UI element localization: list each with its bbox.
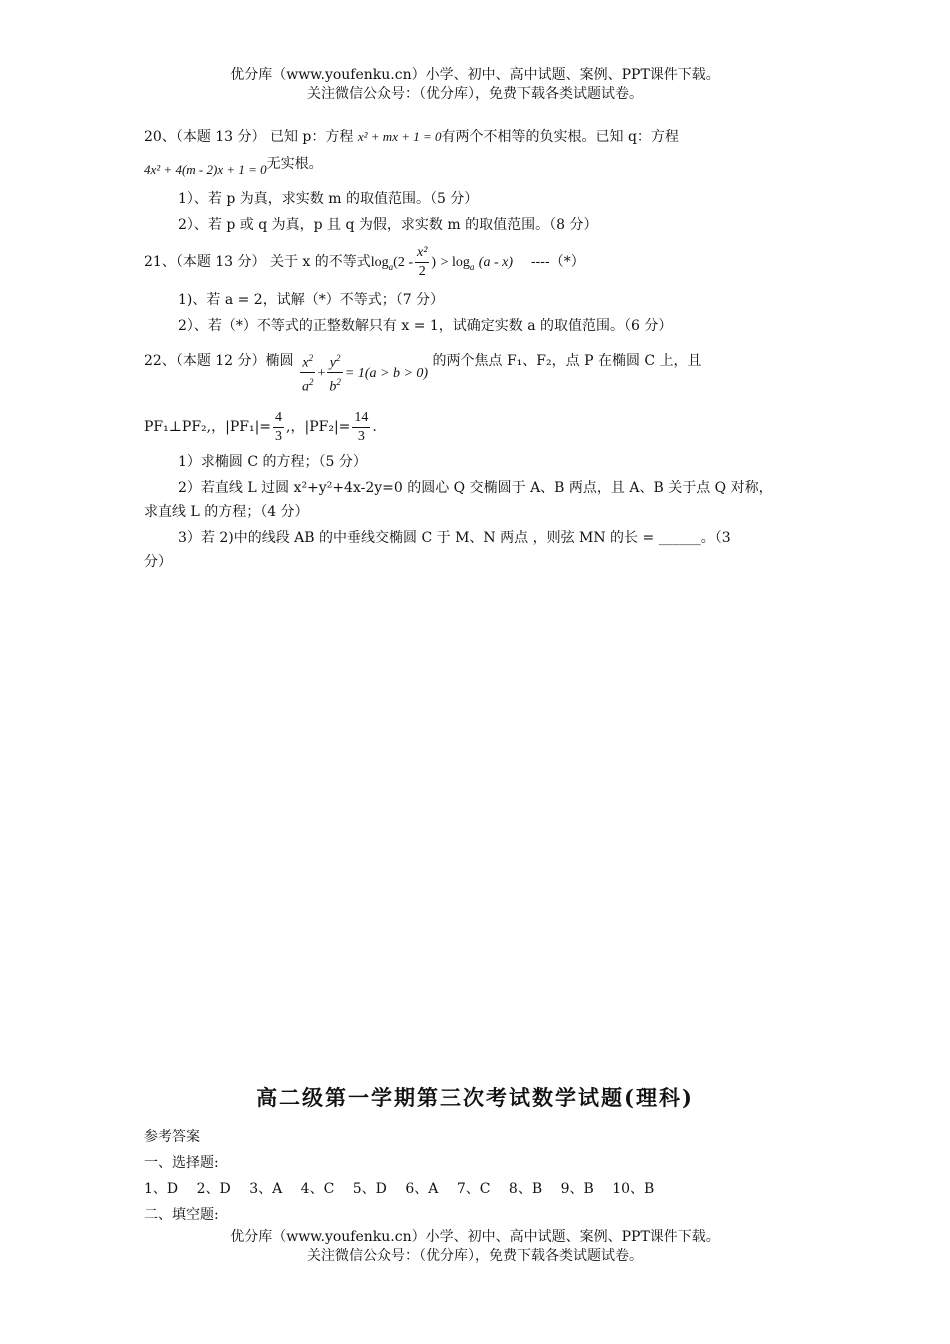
q22-ellipse-frac-x: $\frac{x^2}{a^2}$ xyxy=(300,349,316,397)
q22-sub-3a: 3）若 2)中的线段 AB 的中垂线交椭圆 C 于 M、N 两点 ，则弦 MN 的长 = ______。（3 xyxy=(178,530,731,547)
choice-5: 5、D xyxy=(352,1181,387,1197)
q22-sub-3b: 分） xyxy=(144,554,172,571)
q22-intro-line: 22、（本题 12 分）椭圆 $\frac{x^2}{a^2}$ + $\frac{y^2}{b^2}$ = 1(a > b > 0) 的两个焦点 F₁、F₂，点 P 在椭圆 C 上，且 xyxy=(144,349,809,397)
q22-pf2-fraction xyxy=(352,409,370,446)
q21-sub-1: 1)、若 a = 2，试解（*）不等式；（7 分） xyxy=(178,291,445,308)
q22-pf1-den: 3 xyxy=(275,428,283,444)
q20-mid: 有两个不相等的负实根。已知 q：方程 xyxy=(441,129,679,145)
q22-pf-b: ,，|PF₂|= xyxy=(286,419,351,436)
answer-part1: 一、选择题: xyxy=(144,1155,219,1171)
q21-frac-num: x² xyxy=(415,244,429,263)
q20-tail: 无实根。 xyxy=(266,156,323,172)
answer-part2: 二、填空题: xyxy=(144,1207,219,1223)
q22-pf-line: PF₁⊥PF₂,，|PF₁|= $\frac{4}{3}$ ,，|PF₂|= $\frac{14}{3}$ . xyxy=(144,409,377,444)
q20-equation-2: 4x² + 4(m - 2)x + 1 = 0 xyxy=(144,162,267,177)
footer-line-1: 优分库（www.youfenku.cn）小学、初中、高中试题、案例、PPT课件下载。 xyxy=(230,1229,720,1245)
q20-sub-1: 1）、若 p 为真，求实数 m 的取值范围。（5 分） xyxy=(178,191,479,207)
choice-2: 2、D xyxy=(196,1181,231,1197)
q21-log-right-arg: (a - x) xyxy=(478,255,513,270)
q21-frac-den: 2 xyxy=(418,263,426,279)
q22-sub-2a: 2）若直线 L 过圆 x²+y²+4x-2y=0 的圆心 Q 交椭圆于 A、B 两点，且 A、B 关于点 Q 对称， xyxy=(178,480,773,497)
choice-4: 4、C xyxy=(300,1181,335,1197)
footer-line-2: 关注微信公众号：（优分库），免费下载各类试题试卷。 xyxy=(307,1248,643,1264)
q21-intro: 21、（本题 13 分） 关于 x 的不等式 xyxy=(144,254,371,270)
choice-3: 3、A xyxy=(249,1181,283,1197)
q21-tag: ----（*） xyxy=(530,254,585,270)
choice-10: 10、B xyxy=(612,1181,655,1197)
choice-8: 8、B xyxy=(508,1181,543,1197)
page-header xyxy=(0,66,950,104)
q20-intro: 20、（本题 13 分） 已知 p：方程 xyxy=(144,129,354,145)
q21-intro-line: 21、（本题 13 分） 关于 x 的不等式$\log_a(2$ - $\frac{\text{x²}}{2}$ ) > $\log_a (a - x)$ ----（*） xyxy=(144,244,585,279)
q22-sub-1: 1）求椭圆 C 的方程；（5 分） xyxy=(178,454,367,471)
q21-log-left: log xyxy=(370,255,389,270)
q22-mid: 的两个焦点 F₁、F₂，点 P 在椭圆 C 上，且 xyxy=(432,352,702,369)
q21-fraction xyxy=(415,244,429,281)
answer-ref: 参考答案 xyxy=(144,1129,200,1145)
choice-9: 9、B xyxy=(560,1181,594,1197)
choice-6: 6、A xyxy=(405,1181,439,1197)
choice-7: 7、C xyxy=(456,1181,491,1197)
q22-pf1-num: 4 xyxy=(273,409,284,428)
q22-pf-a: PF₁⊥PF₂,，|PF₁|= xyxy=(144,419,272,436)
page-footer xyxy=(0,1228,950,1266)
answer-section xyxy=(144,1124,809,1228)
q22-ellipse-cond: = 1(a > b > 0) xyxy=(344,365,429,381)
choice-1: 1、D xyxy=(144,1181,179,1197)
q20-eq2-line xyxy=(144,152,809,176)
answer-title: 高二级第一学期第三次考试数学试题(理科) xyxy=(256,1085,694,1110)
q22-intro: 22、（本题 12 分）椭圆 xyxy=(144,352,294,369)
q20-equation-1: x² + mx + 1 = 0 xyxy=(357,129,442,144)
q20-sub-2: 2）、若 p 或 q 为真，p 且 q 为假，求实数 m 的取值范围。（8 分） xyxy=(178,217,598,233)
q21-sub-2: 2）、若（*）不等式的正整数解只有 x = 1，试确定实数 a 的取值范围。（6 分） xyxy=(178,317,673,334)
questions-body xyxy=(144,124,809,573)
q21-log-right: > log xyxy=(440,255,470,270)
q22-pf2-num: 14 xyxy=(352,409,370,428)
q22-pf2-den: 3 xyxy=(357,428,365,444)
q22-pf1-fraction xyxy=(273,409,284,446)
header-line-2: 关注微信公众号：（优分库），免费下载各类试题试卷。 xyxy=(307,86,643,102)
q20-intro-line xyxy=(144,124,809,150)
q22-sub-2b: 求直线 L 的方程；（4 分） xyxy=(144,504,309,521)
header-line-1: 优分库（www.youfenku.cn）小学、初中、高中试题、案例、PPT课件下载。 xyxy=(230,67,720,83)
answer-choices xyxy=(144,1176,809,1202)
q22-ellipse-frac-y: $\frac{y^2}{b^2}$ xyxy=(327,349,343,397)
